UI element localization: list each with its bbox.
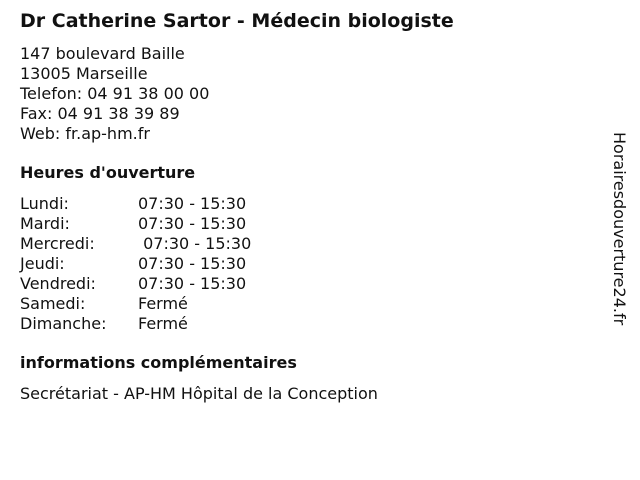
address-block <box>20 44 209 144</box>
fax-number: Fax: 04 91 38 39 89 <box>20 104 180 123</box>
site-watermark: Horairesdouverture24.fr <box>610 132 629 326</box>
time-value: Fermé <box>138 314 188 333</box>
hours-heading: Heures d'ouverture <box>20 163 196 182</box>
opening-hours-table <box>20 194 251 334</box>
hours-row-monday <box>20 194 251 214</box>
hours-row-wednesday <box>20 234 251 254</box>
time-value: 07:30 - 15:30 <box>138 274 247 293</box>
time-value: 07:30 - 15:30 <box>138 214 247 233</box>
time-value: 07:30 - 15:30 <box>138 234 252 253</box>
day-label: Mardi: <box>20 214 70 233</box>
hours-row-sunday <box>20 314 251 334</box>
hours-row-friday <box>20 274 251 294</box>
info-heading: informations complémentaires <box>20 353 297 372</box>
time-value: Fermé <box>138 294 188 313</box>
hours-row-tuesday <box>20 214 251 234</box>
hours-row-thursday <box>20 254 251 274</box>
time-value: 07:30 - 15:30 <box>138 254 247 273</box>
day-label: Jeudi: <box>20 254 65 273</box>
info-text: Secrétariat - AP-HM Hôpital de la Conception <box>20 384 378 403</box>
day-label: Samedi: <box>20 294 86 313</box>
page-title: Dr Catherine Sartor - Médecin biologiste <box>20 10 454 32</box>
day-label: Vendredi: <box>20 274 96 293</box>
city-address: 13005 Marseille <box>20 64 148 83</box>
day-label: Mercredi: <box>20 234 95 253</box>
phone-number: Telefon: 04 91 38 00 00 <box>20 84 210 103</box>
day-label: Dimanche: <box>20 314 107 333</box>
street-address: 147 boulevard Baille <box>20 44 185 63</box>
website: Web: fr.ap-hm.fr <box>20 124 150 143</box>
hours-row-saturday <box>20 294 251 314</box>
time-value: 07:30 - 15:30 <box>138 194 247 213</box>
day-label: Lundi: <box>20 194 69 213</box>
